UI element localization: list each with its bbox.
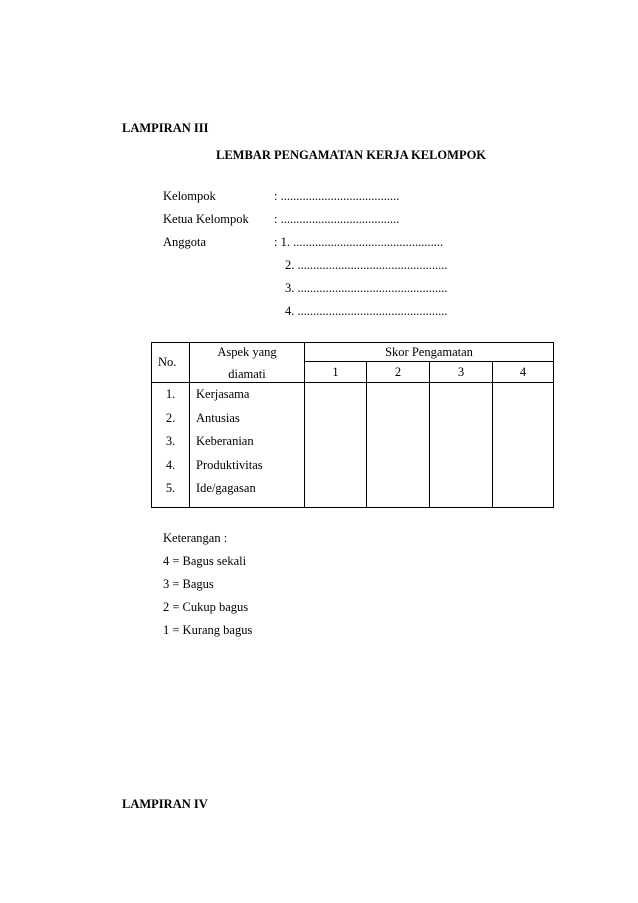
row-aspek-4: Produktivitas	[196, 457, 263, 472]
legend-item-4: 4 = Bagus sekali	[163, 554, 247, 568]
header-aspek	[190, 343, 305, 383]
header-skor-3: 3	[430, 362, 493, 383]
score-cell-3[interactable]	[430, 383, 493, 508]
row-no-2: 2.	[165, 410, 176, 425]
legend-item-1: 1 = Kurang bagus	[163, 623, 253, 637]
row-no-1: 1.	[165, 387, 176, 401]
header-skor-2: 2	[367, 362, 430, 383]
header-aspek-line1: Aspek yang	[217, 345, 277, 359]
row-aspects	[190, 383, 305, 508]
header-skor-pengamatan: Skor Pengamatan	[305, 343, 554, 362]
row-no-4: 4.	[165, 457, 176, 472]
row-aspek-3: Keberanian	[196, 434, 254, 448]
header-no: No.	[152, 343, 190, 383]
anggota-field-4[interactable]: 4. ................................................	[285, 304, 448, 318]
observation-table	[151, 342, 554, 508]
score-cell-1[interactable]	[305, 383, 367, 508]
row-aspek-5: Ide/gagasan	[196, 481, 256, 495]
legend-item-2: 2 = Cukup bagus	[163, 600, 249, 614]
anggota-label: Anggota	[163, 235, 207, 249]
score-cell-2[interactable]	[367, 383, 430, 508]
kelompok-field[interactable]: : ......................................	[274, 189, 400, 203]
anggota-field-2[interactable]: 2. ................................................	[285, 258, 448, 272]
row-numbers	[152, 383, 190, 508]
ketua-kelompok-label: Ketua Kelompok	[163, 212, 249, 226]
score-cell-4[interactable]	[493, 383, 554, 508]
next-lampiran-title: LAMPIRAN IV	[122, 797, 208, 811]
row-no-3: 3.	[165, 434, 176, 448]
row-no-5: 5.	[165, 481, 176, 495]
sheet-title: LEMBAR PENGAMATAN KERJA KELOMPOK	[216, 148, 487, 162]
legend-title: Keterangan :	[163, 531, 228, 545]
ketua-kelompok-field[interactable]: : ......................................	[274, 212, 400, 226]
row-aspek-2: Antusias	[196, 410, 240, 425]
kelompok-label: Kelompok	[163, 189, 216, 203]
header-skor-4: 4	[493, 362, 554, 383]
anggota-field-1[interactable]: : 1. ................................................	[274, 235, 444, 249]
anggota-field-3[interactable]: 3. ................................................	[285, 281, 448, 295]
header-skor-1: 1	[305, 362, 367, 383]
header-aspek-line2: diamati	[228, 367, 266, 381]
row-aspek-1: Kerjasama	[196, 387, 250, 401]
lampiran-title: LAMPIRAN III	[122, 121, 209, 135]
legend-item-3: 3 = Bagus	[163, 577, 214, 591]
